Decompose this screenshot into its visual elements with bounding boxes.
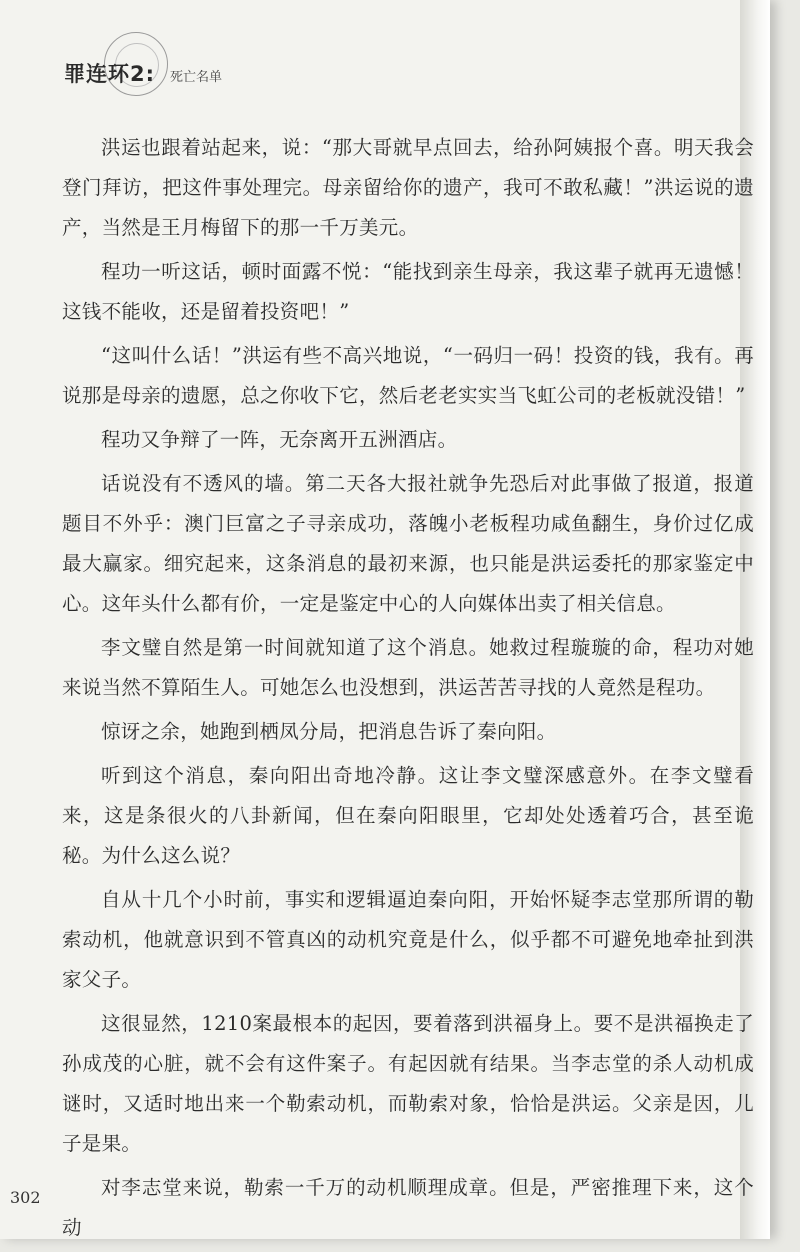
paragraph: 惊讶之余，她跑到栖凤分局，把消息告诉了秦向阳。 [101, 720, 557, 743]
paragraph: 话说没有不透风的墙。第二天各大报社就争先恐后对此事做了报道，报道题目不外乎：澳门巨富之子寻亲成功，落魄小老板程功咸鱼翻生，身价过亿成最大赢家。细究起来，这条消息的最初来源，也只能是洪运委托的那家鉴定中心。这年头什么都有价，一定是鉴定中心的人向媒体出卖了相关信息。 [62, 472, 754, 615]
page-number: 302 [10, 1188, 41, 1207]
paragraph: 李文璧自然是第一时间就知道了这个消息。她救过程璇璇的命，程功对她来说当然不算陌生人。可她怎么也没想到，洪运苦苦寻找的人竟然是程功。 [62, 636, 754, 699]
paragraph: “这叫什么话！”洪运有些不高兴地说，“一码归一码！投资的钱，我有。再说那是母亲的遗愿，总之你收下它，然后老老实实当飞虹公司的老板就没错！” [62, 344, 754, 407]
paragraph: 程功又争辩了一阵，无奈离开五洲酒店。 [101, 428, 458, 451]
paragraph: 自从十几个小时前，事实和逻辑逼迫秦向阳，开始怀疑李志堂那所谓的勒索动机，他就意识到不管真凶的动机究竟是什么，似乎都不可避免地牵扯到洪家父子。 [62, 888, 754, 991]
paragraph: 对李志堂来说，勒索一千万的动机顺理成章。但是，严密推理下来，这个动 [62, 1176, 754, 1239]
paragraph: 程功一听这话，顿时面露不悦：“能找到亲生母亲，我这辈子就再无遗憾！这钱不能收，还是留着投资吧！” [62, 260, 754, 323]
book-subtitle: 死亡名单 [170, 70, 223, 85]
running-header [64, 50, 264, 100]
paragraph: 这很显然，1210案最根本的起因，要着落到洪福身上。要不是洪福换走了孙成茂的心脏，就不会有这件案子。有起因就有结果。当李志堂的杀人动机成谜时，又适时地出来一个勒索动机，而勒索对象，恰恰是洪运。父亲是因，儿子是果。 [62, 1012, 754, 1155]
series-title: 罪连环2: [64, 62, 156, 86]
body-text [62, 128, 754, 1252]
paragraph: 洪运也跟着站起来，说：“那大哥就早点回去，给孙阿姨报个喜。明天我会登门拜访，把这件事处理完。母亲留给你的遗产，我可不敢私藏！”洪运说的遗产，当然是王月梅留下的那一千万美元。 [62, 136, 754, 239]
paragraph: 听到这个消息，秦向阳出奇地冷静。这让李文璧深感意外。在李文璧看来，这是条很火的八卦新闻，但在秦向阳眼里，它却处处透着巧合，甚至诡秘。为什么这么说？ [62, 764, 754, 867]
